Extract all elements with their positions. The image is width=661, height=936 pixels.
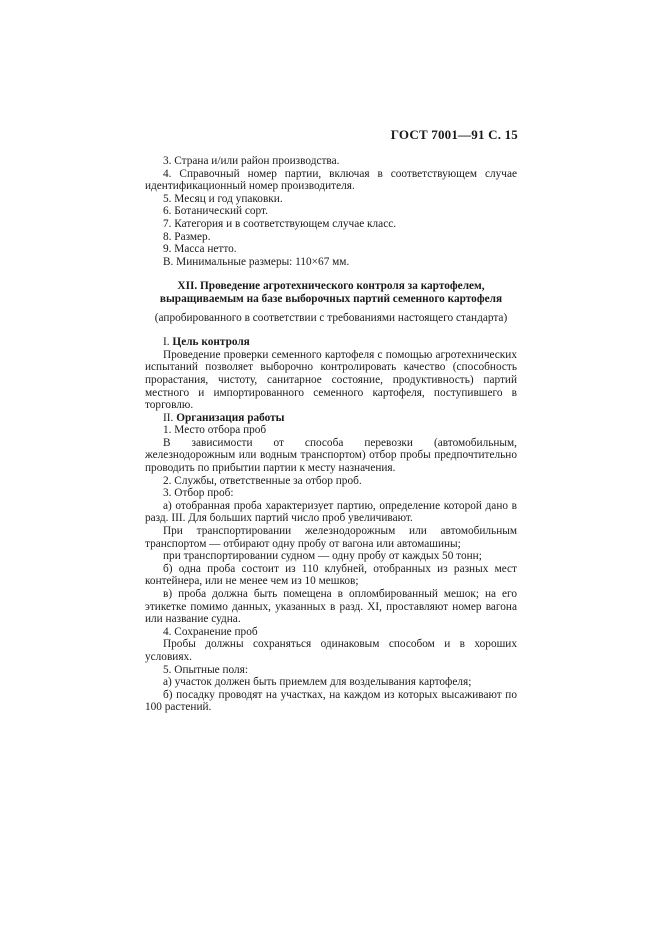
section-subtitle: (апробированного в соответствии с требованиями настоящего стандарта): [154, 311, 508, 324]
part-title: Цель контроля: [172, 336, 250, 349]
page-body: [145, 155, 517, 714]
part-heading: [145, 412, 517, 425]
part-heading: [145, 336, 517, 349]
paragraph: Проведение проверки семенного картофеля с помощью агротехнических испытаний позволяет выборочно контролировать качество (способность прорастания, чистоту, санитарное состояние, продуктивность) партий местного и импортированного семенного картофеля, поступившего в торговлю.: [145, 348, 517, 412]
list-item: 5. Месяц и год упаковки.: [163, 192, 283, 205]
section-title: XII. Проведение агротехнического контроля за картофелем, выращиваемым на базе выборочных партий семенного картофеля: [159, 280, 503, 305]
paragraph: 5. Опытные поля:: [163, 663, 249, 676]
paragraph: 4. Сохранение проб: [163, 625, 258, 638]
paragraph: 1. Место отбора проб: [163, 424, 267, 437]
paragraph: 3. Отбор проб:: [163, 487, 234, 500]
list-item: 4. Справочный номер партии, включая в соответствующем случае идентификационный номер производителя.: [145, 167, 517, 193]
part-title: Организация работы: [176, 411, 285, 424]
paragraph: а) отобранная проба характеризует партию, определение которой дано в разд. III. Для больших партий число проб увеличивают.: [145, 499, 517, 525]
paragraph: В зависимости от способа перевозки (автомобильным, железнодорожным или водным транспортом) отбор пробы предпочтительно проводить по прибытии партии к месту назначения.: [145, 436, 517, 475]
list-item: 3. Страна и/или район производства.: [163, 155, 340, 167]
page-header: ГОСТ 7001—91 С. 15: [390, 127, 518, 142]
paragraph: Пробы должны сохраняться одинаковым способом и в хороших условиях.: [145, 638, 517, 663]
paragraph: при транспортировании судном — одну пробу от каждых 50 тонн;: [163, 550, 482, 563]
list-item: В. Минимальные размеры: 110×67 мм.: [163, 255, 350, 268]
list-item: 9. Масса нетто.: [163, 243, 237, 256]
list-item: 6. Ботанический сорт.: [163, 205, 268, 218]
paragraph: 2. Службы, ответственные за отбор проб.: [163, 474, 362, 487]
paragraph: б) одна проба состоит из 110 клубней, отобранных из разных мест контейнера, или не менее чем из 10 мешков;: [145, 562, 517, 588]
paragraph: При транспортировании железнодорожным или автомобильным транспортом — отбирают одну пробу от вагона или автомашины;: [145, 525, 517, 550]
list-item: 7. Категория и в соответствующем случае класс.: [163, 217, 397, 230]
paragraph: в) проба должна быть помещена в опломбированный мешок; на его этикетке помимо данных, указанных в разд. XI, проставляют номер вагона или название судна.: [145, 588, 517, 626]
paragraph: а) участок должен быть приемлем для возделывания картофеля;: [163, 676, 472, 689]
part-number: I.: [163, 336, 170, 349]
paragraph: б) посадку проводят на участках, на каждом из которых высаживают по 100 растений.: [145, 688, 517, 714]
part-number: II.: [163, 411, 174, 424]
list-item: 8. Размер.: [163, 230, 211, 243]
